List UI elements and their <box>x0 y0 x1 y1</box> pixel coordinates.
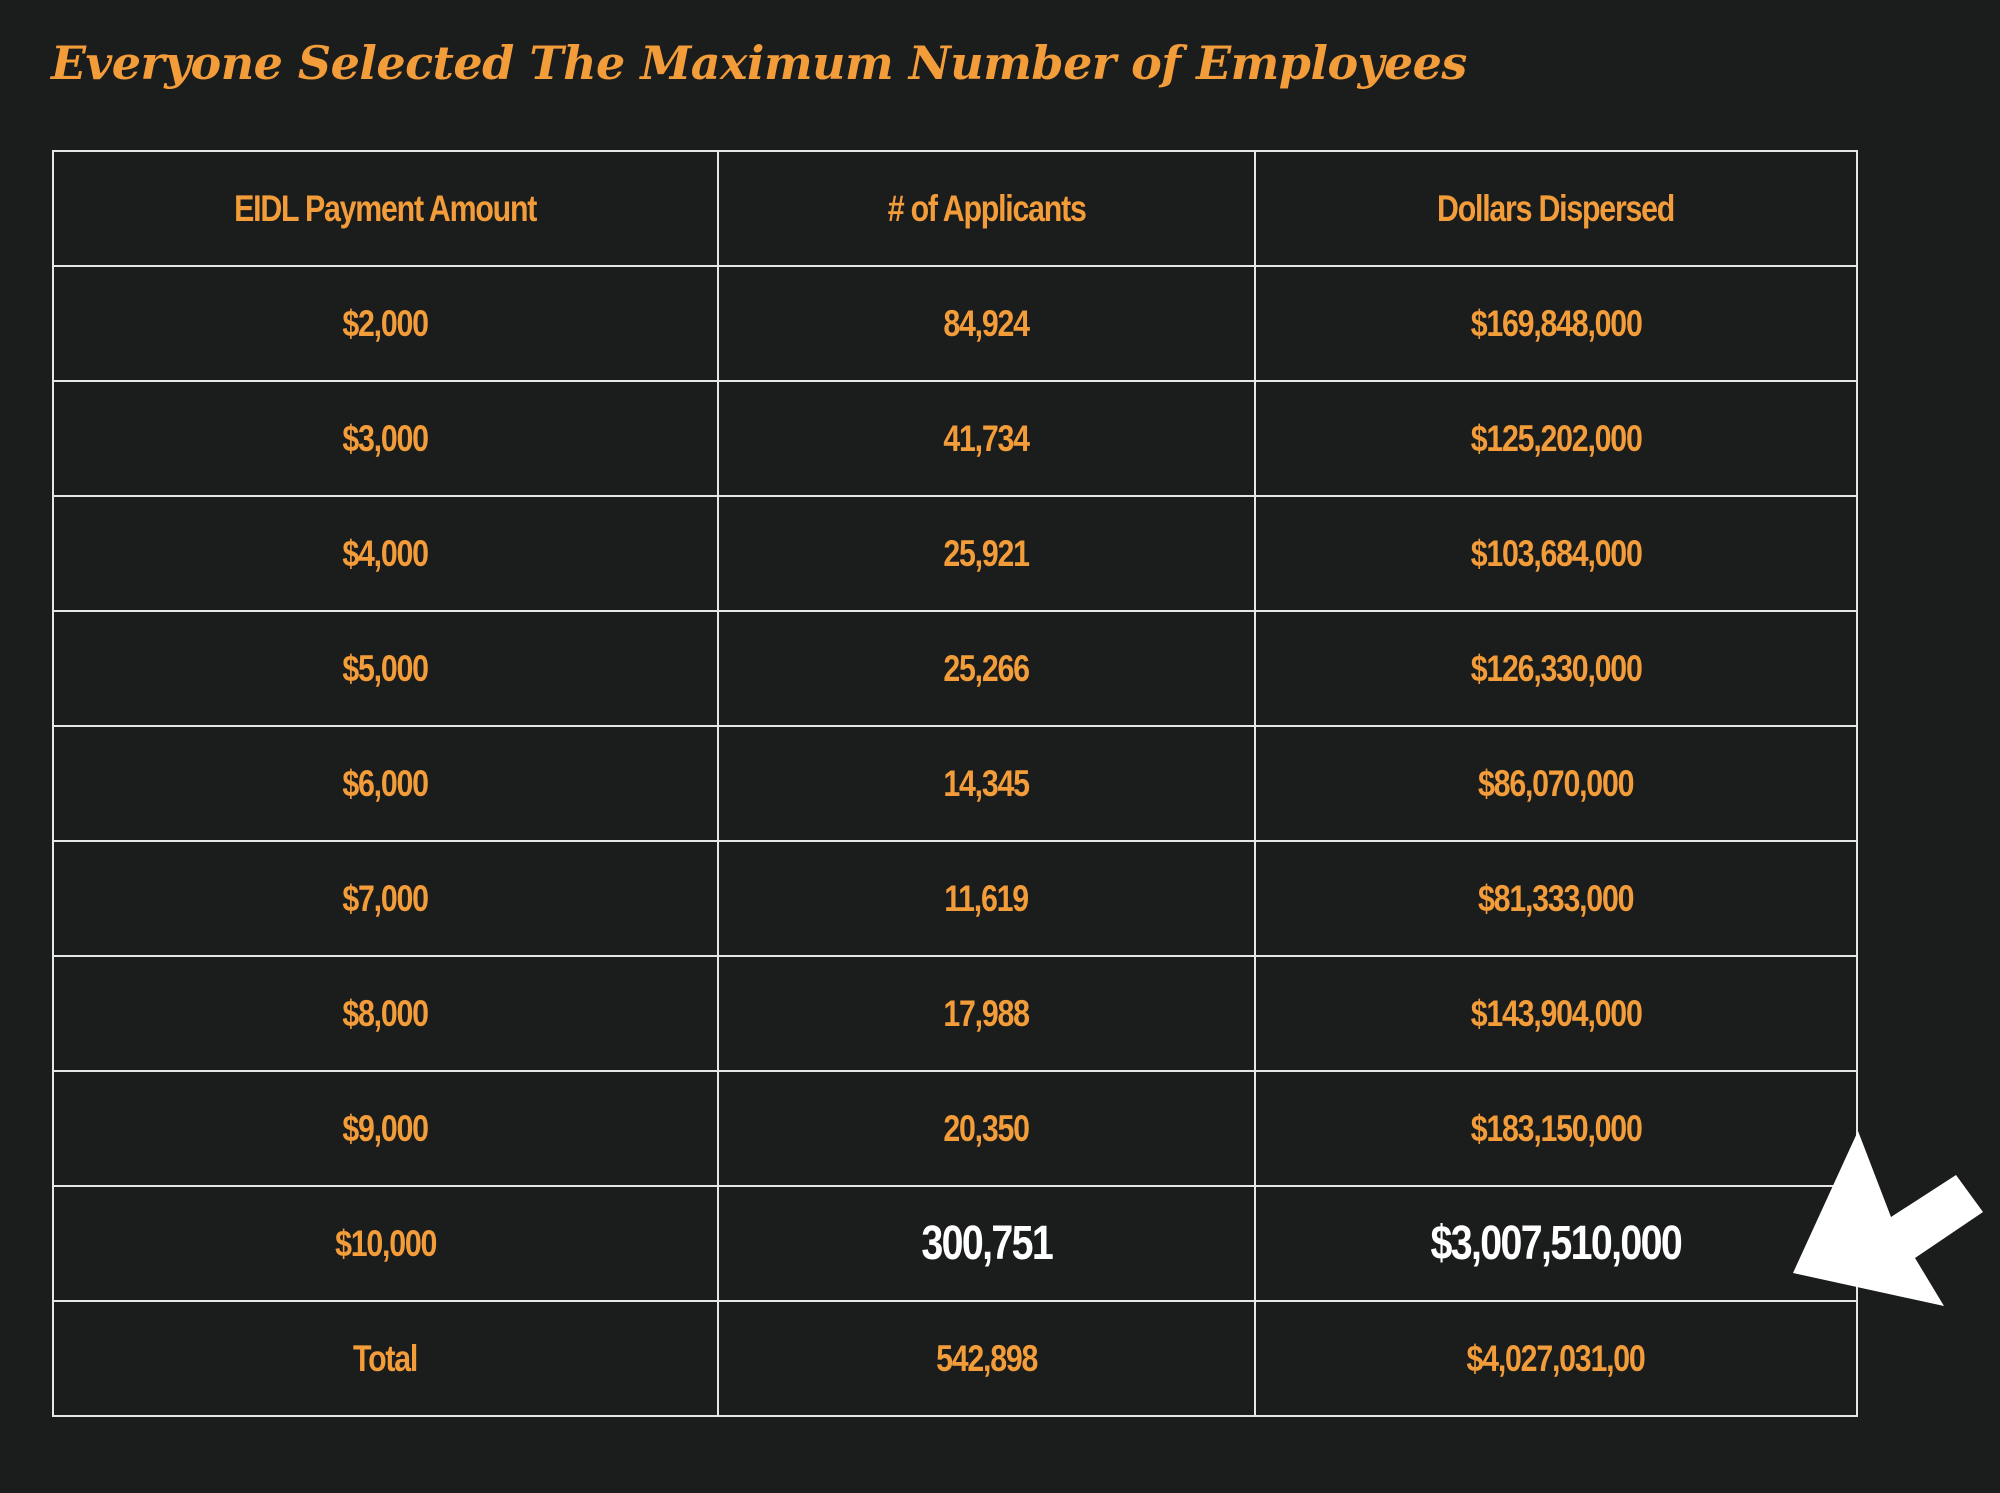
table-cell: $183,150,000 <box>1255 1071 1857 1186</box>
table-cell: $4,027,031,00 <box>1255 1301 1857 1416</box>
table-row <box>53 1071 1857 1186</box>
table-row-highlighted <box>53 1186 1857 1301</box>
highlighted-cell: $3,007,510,000 <box>1255 1186 1857 1301</box>
table-row <box>53 841 1857 956</box>
table-row <box>53 726 1857 841</box>
data-table <box>52 150 1858 1417</box>
arrow-pointing-left-icon <box>1785 1125 1985 1315</box>
page-title: Everyone Selected The Maximum Number of Employees <box>51 36 1467 90</box>
table-cell: $10,000 <box>53 1186 718 1301</box>
column-header: Dollars Dispersed <box>1255 151 1857 266</box>
table-row <box>53 496 1857 611</box>
table-row-total <box>53 1301 1857 1416</box>
highlighted-cell: 300,751 <box>718 1186 1255 1301</box>
table-row <box>53 381 1857 496</box>
table-cell: $169,848,000 <box>1255 266 1857 381</box>
table-cell: $5,000 <box>53 611 718 726</box>
table-row <box>53 611 1857 726</box>
table-cell: 41,734 <box>718 381 1255 496</box>
table-cell: $4,000 <box>53 496 718 611</box>
table-row <box>53 266 1857 381</box>
table-cell: $86,070,000 <box>1255 726 1857 841</box>
table-cell: $143,904,000 <box>1255 956 1857 1071</box>
table-cell: $9,000 <box>53 1071 718 1186</box>
table-cell: $126,330,000 <box>1255 611 1857 726</box>
table-cell: $3,000 <box>53 381 718 496</box>
column-header: EIDL Payment Amount <box>53 151 718 266</box>
table-cell: 84,924 <box>718 266 1255 381</box>
table-cell: 25,266 <box>718 611 1255 726</box>
table-cell: Total <box>53 1301 718 1416</box>
table-cell: $103,684,000 <box>1255 496 1857 611</box>
table-cell: $81,333,000 <box>1255 841 1857 956</box>
table-cell: $125,202,000 <box>1255 381 1857 496</box>
table-cell: 25,921 <box>718 496 1255 611</box>
table-cell: $7,000 <box>53 841 718 956</box>
table-cell: 11,619 <box>718 841 1255 956</box>
table-cell: $8,000 <box>53 956 718 1071</box>
table-cell: $2,000 <box>53 266 718 381</box>
column-header: # of Applicants <box>718 151 1255 266</box>
table-cell: 542,898 <box>718 1301 1255 1416</box>
table-header-row <box>53 151 1857 266</box>
table-cell: 17,988 <box>718 956 1255 1071</box>
table-cell: 14,345 <box>718 726 1255 841</box>
table-cell: 20,350 <box>718 1071 1255 1186</box>
table-row <box>53 956 1857 1071</box>
table-cell: $6,000 <box>53 726 718 841</box>
